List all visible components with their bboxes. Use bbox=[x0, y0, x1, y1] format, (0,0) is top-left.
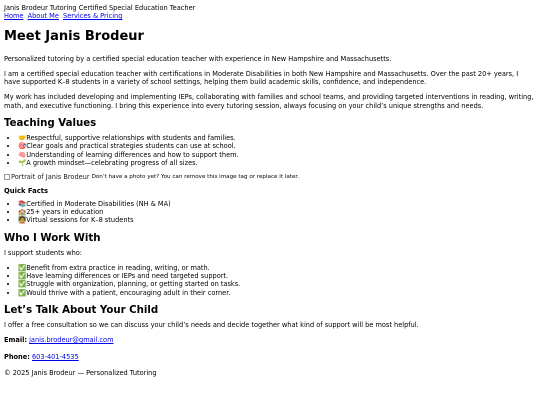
list-item: • 🎯Clear goals and practical strategies students can use at school. bbox=[18, 142, 536, 150]
nav-about-link[interactable]: About Me bbox=[27, 12, 59, 21]
nav-home-link[interactable]: Home bbox=[4, 12, 24, 21]
portrait-image bbox=[4, 173, 90, 181]
seedling-icon: 🌱 bbox=[18, 158, 27, 167]
nav-services-link[interactable]: Services & Pricing bbox=[63, 12, 123, 21]
main-content bbox=[4, 30, 536, 360]
photo-row bbox=[4, 173, 536, 181]
books-icon: 📚 bbox=[18, 199, 27, 208]
list-item: • ✅Struggle with organization, planning, or getting started on tasks. bbox=[18, 280, 536, 288]
page-title: Meet Janis Brodeur bbox=[4, 29, 144, 45]
checkmark-icon: ✅ bbox=[18, 280, 27, 289]
about-paragraph-1: I am a certified special education teacher with certifications in Moderate Disabilities in both New Hampshire and Massachusetts. Over the past 20+ years, I have supported K–8 students in a variety of school settings, helping them build academic skills, confidence, and independence. bbox=[4, 70, 519, 87]
quick-facts-list bbox=[4, 200, 536, 225]
consultation-text: I offer a free consultation so we can discuss your child’s needs and decide together what kind of support will be most helpful. bbox=[4, 321, 419, 330]
target-icon: 🎯 bbox=[18, 142, 27, 151]
brain-icon: 🧠 bbox=[18, 150, 27, 159]
teaching-values-list bbox=[4, 134, 536, 167]
list-item: • 🧠Understanding of learning differences and how to support them. bbox=[18, 151, 536, 159]
list-item: • 🌱A growth mindset—celebrating progress of all sizes. bbox=[18, 159, 536, 167]
about-paragraph-2: My work has included developing and implementing IEPs, collaborating with families and school teams, and providing targeted interventions in reading, writing, math, and executive functioning. I bring this experience into every tutoring session, always focusing on your child’s unique strengths and needs. bbox=[4, 93, 534, 110]
list-item: • ✅Benefit from extra practice in reading, writing, or math. bbox=[18, 264, 536, 272]
list-item: • ✅Would thrive with a patient, encouraging adult in their corner. bbox=[18, 289, 536, 297]
contact-heading: Let’s Talk About Your Child bbox=[4, 304, 159, 316]
intro-text: Personalized tutoring by a certified special education teacher with experience in New Hampshire and Massachusetts. bbox=[4, 54, 392, 63]
list-item: • ✅Have learning differences or IEPs and need targeted support. bbox=[18, 272, 536, 280]
portrait-alt-text: Portrait of Janis Brodeur bbox=[11, 173, 90, 182]
who-i-work-with-heading: Who I Work With bbox=[4, 232, 101, 244]
broken-image-icon bbox=[4, 174, 10, 180]
phone-link[interactable]: 603-401-4535 bbox=[31, 352, 79, 361]
teaching-values-heading: Teaching Values bbox=[4, 117, 97, 129]
email-label: Email: bbox=[4, 336, 27, 345]
footer-text: © 2025 Janis Brodeur — Personalized Tutoring bbox=[4, 368, 157, 377]
list-item: • 🤝Respectful, supportive relationships with students and families. bbox=[18, 134, 536, 142]
email-link[interactable]: janis.brodeur@gmail.com bbox=[29, 336, 114, 345]
checkmark-icon: ✅ bbox=[18, 263, 27, 272]
list-item: • 🧑‍🏫Virtual sessions for K–8 students bbox=[18, 216, 536, 224]
who-intro: I support students who: bbox=[4, 248, 83, 257]
phone-label: Phone: bbox=[4, 352, 30, 361]
who-list bbox=[4, 264, 536, 297]
email-line bbox=[4, 336, 536, 344]
phone-line bbox=[4, 353, 536, 361]
teacher-icon: 🧑‍🏫 bbox=[18, 216, 27, 225]
site-header bbox=[4, 4, 536, 20]
quick-facts-heading: Quick Facts bbox=[4, 187, 49, 196]
school-icon: 🏫 bbox=[18, 208, 27, 217]
site-footer bbox=[4, 369, 536, 377]
list-item: • 📚Certified in Moderate Disabilities (NH & MA) bbox=[18, 200, 536, 208]
handshake-icon: 🤝 bbox=[18, 134, 27, 143]
checkmark-icon: ✅ bbox=[18, 288, 27, 297]
checkmark-icon: ✅ bbox=[18, 272, 27, 281]
photo-note: Don’t have a photo yet? You can remove this image tag or replace it later. bbox=[91, 173, 299, 180]
list-item: • 🏫25+ years in education bbox=[18, 208, 536, 216]
main-nav bbox=[4, 12, 536, 20]
site-title: Janis Brodeur Tutoring Certified Special Education Teacher bbox=[4, 4, 196, 12]
